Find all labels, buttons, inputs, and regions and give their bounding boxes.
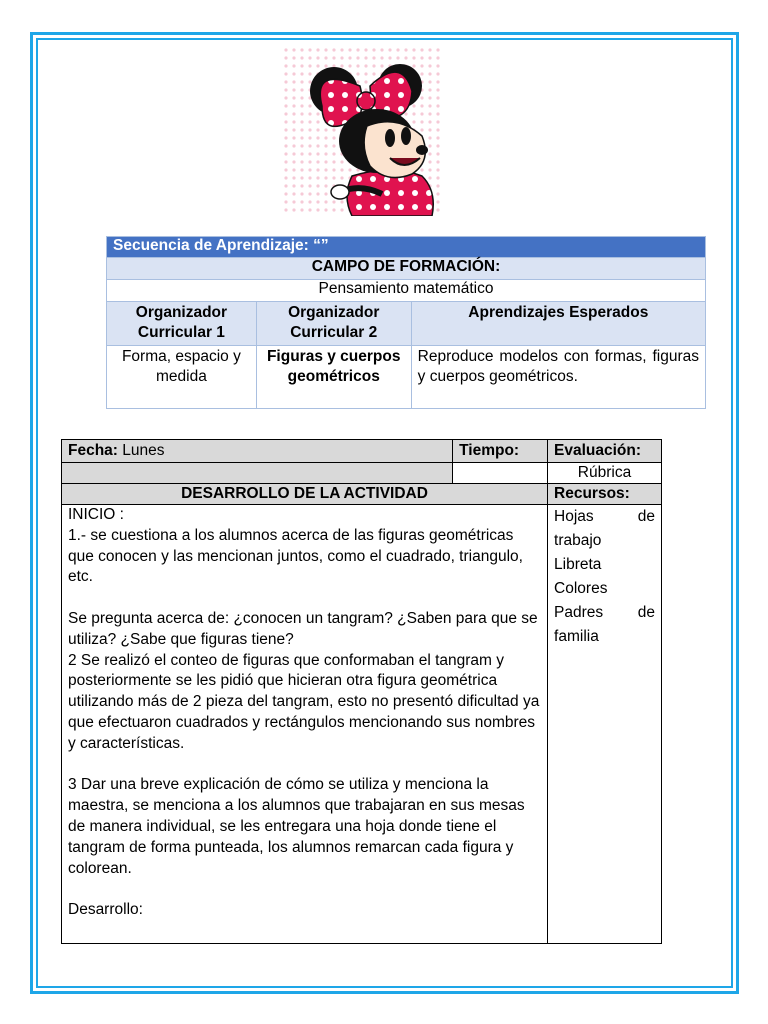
recursos-header: Recursos:: [548, 484, 662, 505]
fecha-cell: [62, 440, 453, 463]
tiempo-value: [453, 463, 548, 484]
fecha-cell-empty: [62, 463, 453, 484]
evaluacion-value: Rúbrica: [548, 463, 662, 484]
tiempo-label: Tiempo:: [453, 440, 548, 463]
evaluacion-label: Evaluación:: [548, 440, 662, 463]
learning-sequence-table: [106, 236, 706, 409]
campo-label: CAMPO DE FORMACIÓN:: [107, 258, 706, 280]
activity-table: [61, 439, 662, 944]
sequence-title: Secuencia de Aprendizaje: “”: [107, 237, 706, 258]
fecha-value: Lunes: [117, 442, 165, 459]
desarrollo-header: DESARROLLO DE LA ACTIVIDAD: [62, 484, 548, 505]
inicio-heading: INICIO :: [68, 506, 124, 523]
recursos-content: [548, 505, 662, 944]
recurso-item: Padres de familia: [554, 604, 655, 645]
desarrollo-content: [62, 505, 548, 944]
col-header-aprendizajes: Aprendizajes Esperados: [411, 302, 705, 346]
recurso-item: Hojas de trabajo: [554, 508, 655, 549]
recurso-item: Colores: [554, 580, 608, 597]
paragraph-4: 3 Dar una breve explicación de cómo se utiliza y menciona la maestra, se menciona a los alumnos que trabajaran en sus mesas de manera individual, se les entregara una hoja donde tiene el tangram de forma punteada, los alumnos remarcan cada figura y colorean.: [68, 776, 525, 877]
paragraph-1: 1.- se cuestiona a los alumnos acerca de las figuras geométricas que conocen y las mencionan juntos, como el cuadrado, triangulo, etc.: [68, 526, 523, 586]
aprendizajes-value: Reproduce modelos con formas, figuras y cuerpos geométricos.: [411, 346, 705, 409]
campo-value: Pensamiento matemático: [107, 280, 706, 302]
recurso-item: Libreta: [554, 556, 602, 573]
organizador-1-value: Forma, espacio y medida: [107, 346, 257, 409]
minnie-mouse-illustration: [282, 46, 442, 216]
paragraph-2: Se pregunta acerca de: ¿conocen un tangram? ¿Saben para que se utiliza? ¿Sabe que figuras tiene?: [68, 609, 538, 648]
paragraph-3: 2 Se realizó el conteo de figuras que conformaban el tangram y posteriormente se les pidió que hicieran otra figura geométrica utilizando más de 2 pieza del tangram, esto no presentó dificultad ya que efectuaron cuadrados y rectángulos mencionando sus nombres y características.: [68, 651, 540, 752]
col-header-organizador-2: Organizador Curricular 2: [256, 302, 411, 346]
organizador-2-value: Figuras y cuerpos geométricos: [256, 346, 411, 409]
desarrollo-subheading: Desarrollo:: [68, 901, 143, 919]
col-header-organizador-1: Organizador Curricular 1: [107, 302, 257, 346]
fecha-label: Fecha:: [68, 442, 118, 459]
